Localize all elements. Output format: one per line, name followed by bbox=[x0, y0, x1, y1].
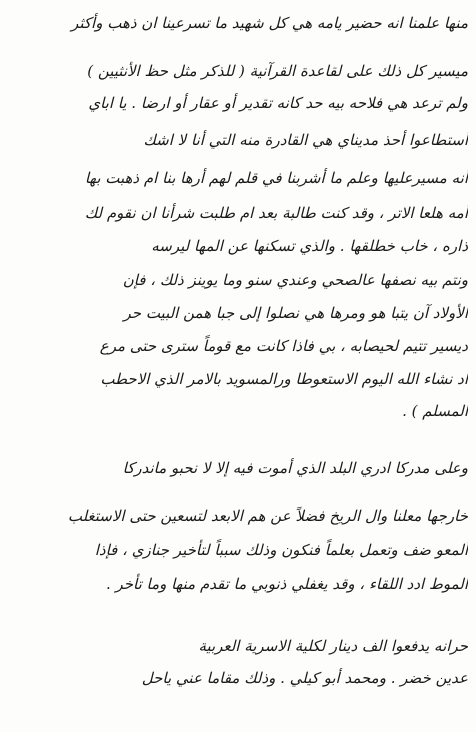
letter-line-4: أستطاعوا أحذ مديناي هي القادرة منه التي أنا لا اشك bbox=[143, 131, 468, 149]
letter-line-13: وعلى مدركا ادري البلد الذي أموت فيه إلا لا نحبو ماندركا bbox=[122, 459, 468, 477]
letter-line-12: المسلم ) . bbox=[402, 402, 468, 420]
letter-line-16: الموط ادد اللقاء ، وقد يغفلي ذنوبي ما تقدم منها وما تأخر . bbox=[105, 575, 468, 593]
letter-line-5: أنه مسيرعليها وعلم ما أشربنا في قلم لهم أرها بنا ام ذهبت بها bbox=[84, 169, 468, 187]
letter-line-8: ونتم بيه نصفها عالصحي وعندي سنو وما يوينز ذلك ، فإن bbox=[122, 271, 468, 289]
letter-line-6: أمه هلعا الاتر ، وقد كنت طالبة بعد ام طلبت شرأنا ان نقوم لك bbox=[84, 204, 468, 222]
letter-line-3: ولم ترعد هي فلاحه بيه حد كانه تقدير أو عقار أو ارضا . يا اباي bbox=[88, 94, 468, 112]
letter-line-17: حرانه يدفعوا الف دينار لكلية الاسرية العربية bbox=[198, 637, 468, 655]
letter-line-9: الأولاد آن يتبا هو ومرها هي نصلوا إلى جبا همن البيت حر bbox=[123, 304, 468, 322]
letter-line-11: اد نشاء الله اليوم الاستعوطا ورالمسويد بالامر الذي الاحطب bbox=[100, 370, 468, 388]
letter-line-7: ذاره ، خاب خطلقها . والذي تسكنها عن المها ليرسه bbox=[151, 237, 468, 255]
letter-line-2: ميسير كل ذلك على لقاعدة القرآنية ( للذكر مثل حظ الأنثيين ) bbox=[87, 62, 468, 80]
letter-line-10: ديسير تتيم لحيصابه ، بي فاذا كانت مع قوماً سترى حتى مرع bbox=[99, 337, 468, 355]
letter-line-15: ألمعو ضف وتعمل بعلماً فنكون وذلك سبباً لتأخير جنازي ، فإذا bbox=[94, 541, 468, 559]
letter-line-1: منها علمنا انه حضير يامه هي كل شهيد ما تسرعينا ان ذهب وأكثر bbox=[71, 14, 468, 32]
letter-line-14: خارجها معلنا وال الريخ فضلاً عن هم الابعد لتسعين حتى الاستغلب bbox=[67, 507, 468, 525]
letter-line-18: عدين خضر . ومحمد أبو كيلي . وذلك مقاما عني ياحل bbox=[141, 669, 468, 687]
